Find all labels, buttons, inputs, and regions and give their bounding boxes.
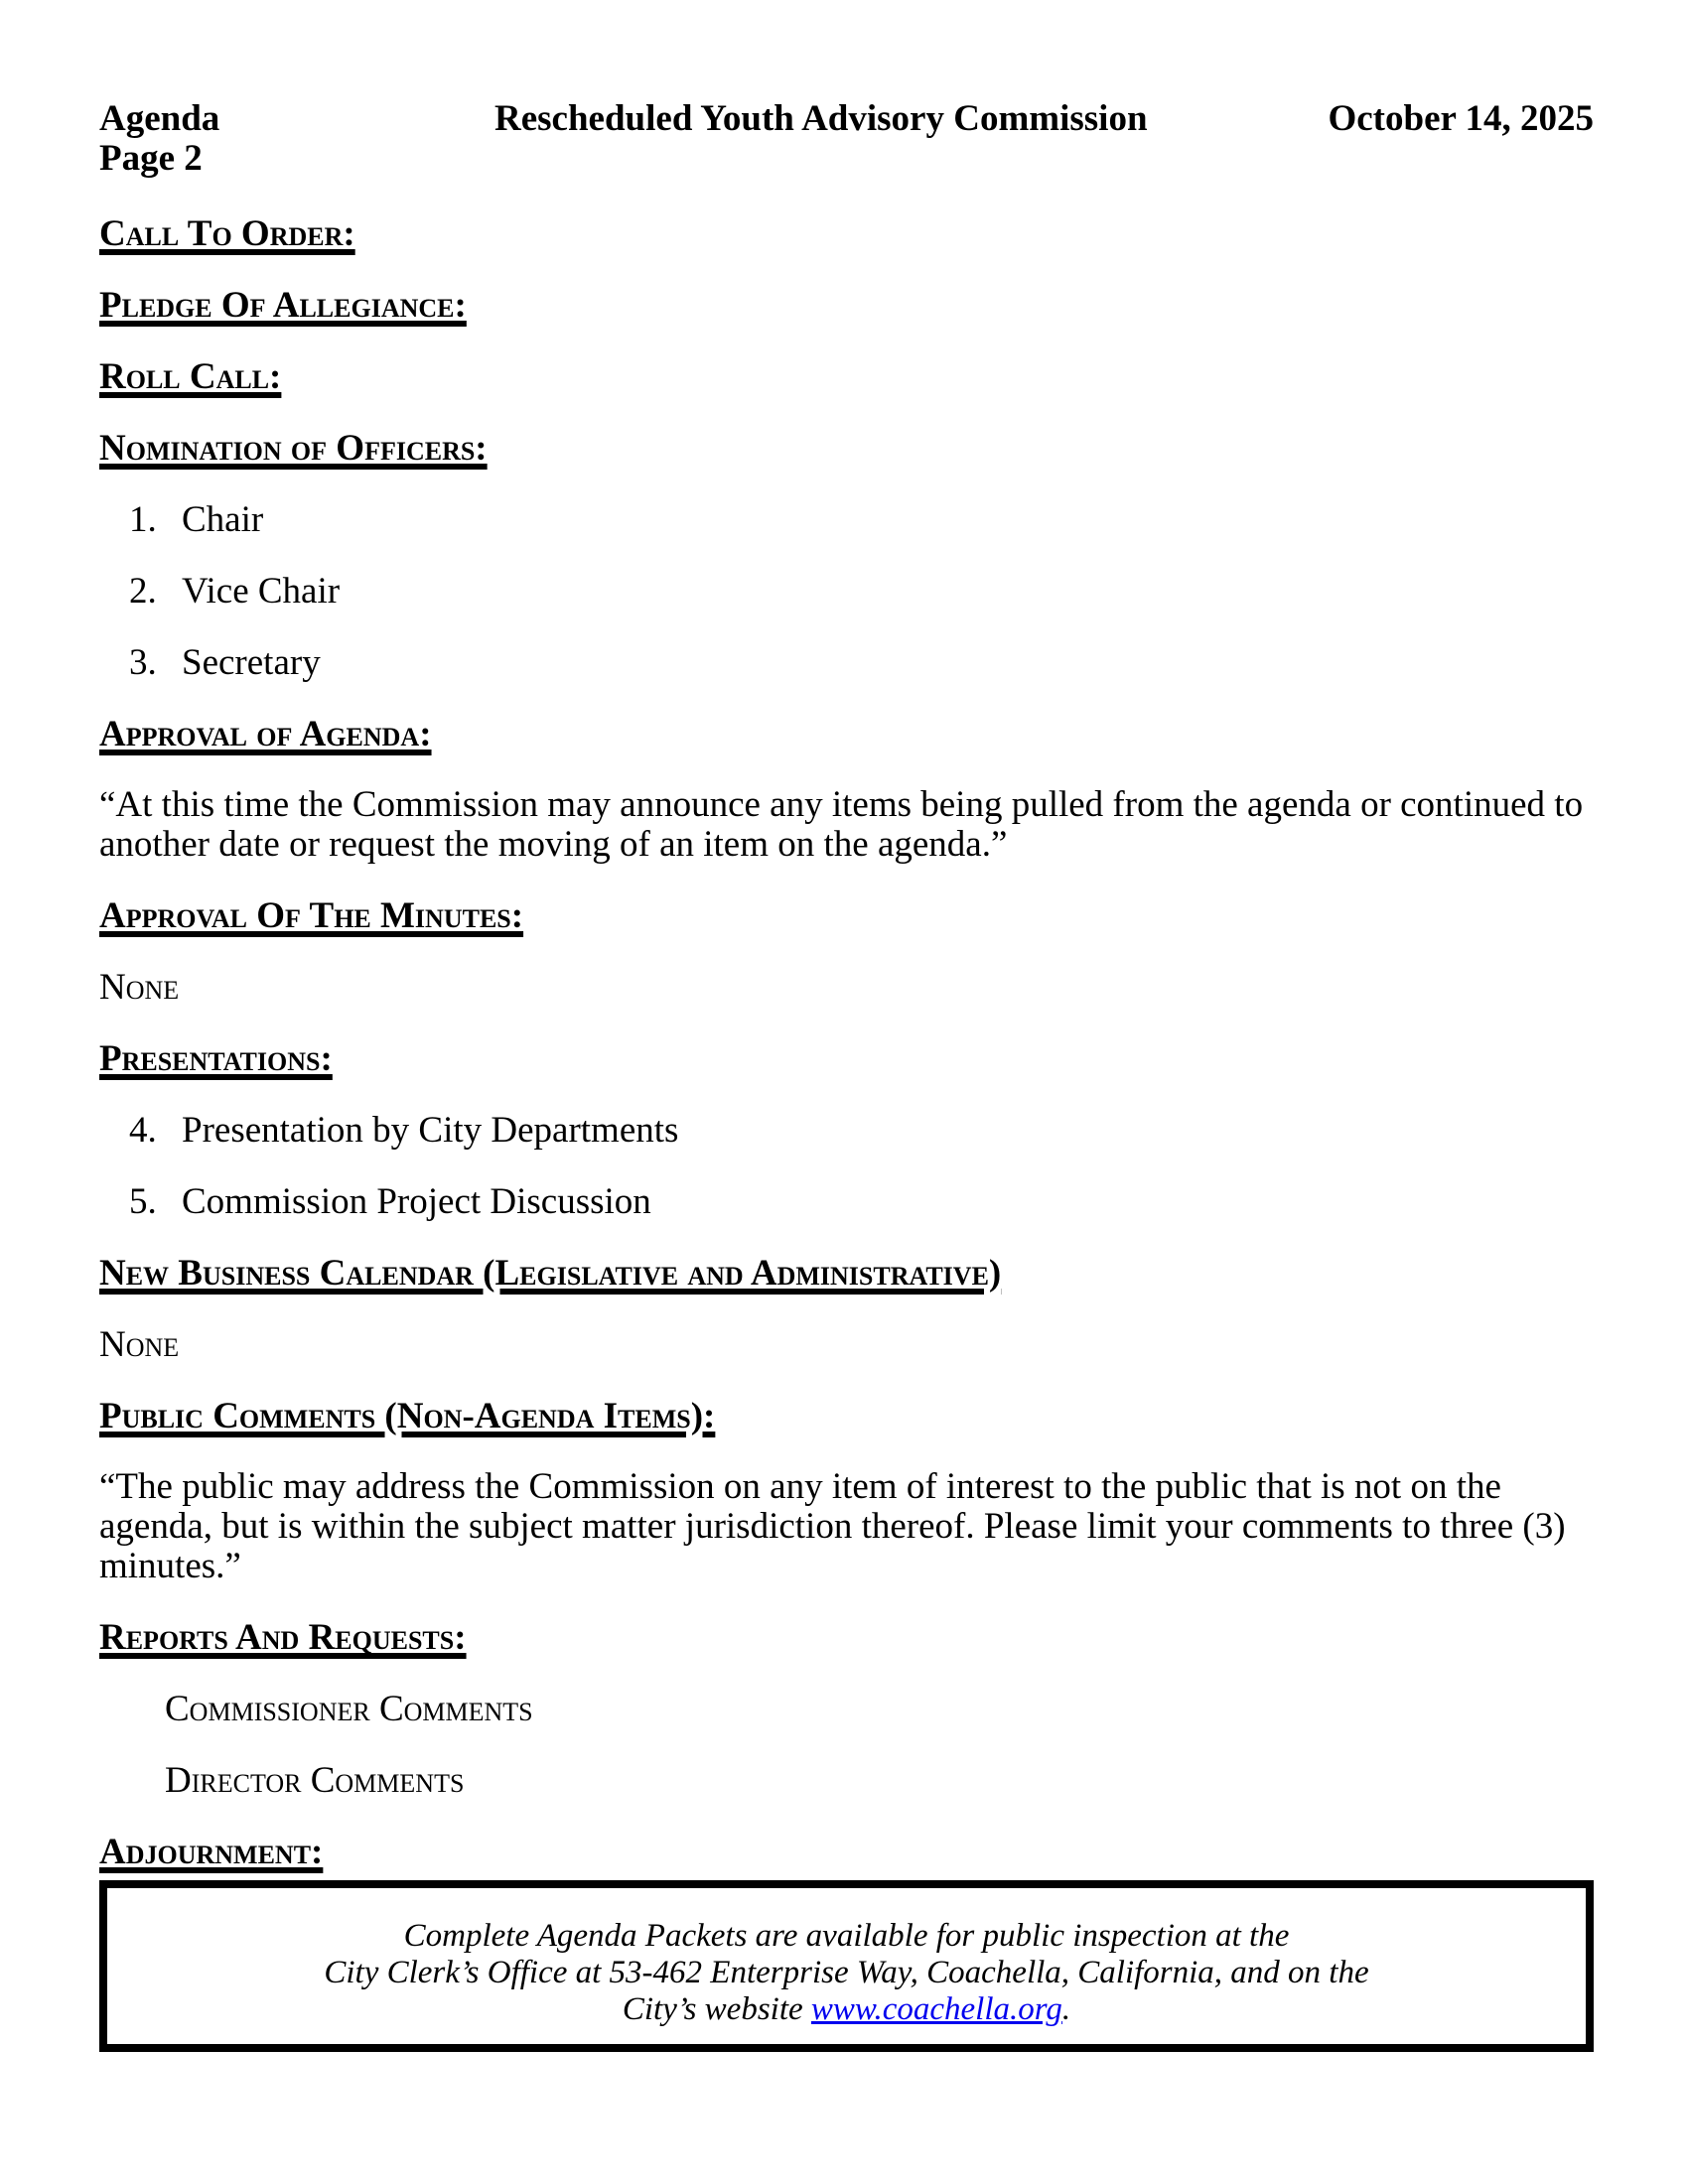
section-roll-call	[99, 356, 1594, 397]
notice-line-3-suffix: .	[1061, 1991, 1071, 2027]
header-date: October 14, 2025	[1328, 98, 1594, 139]
call-to-order-heading: Call To Order:	[99, 213, 355, 254]
section-presentations	[99, 1038, 1594, 1079]
list-item-secretary	[129, 642, 1594, 683]
notice-line-3-prefix: City’s website	[622, 1991, 811, 2027]
header-page-number: Page 2	[99, 138, 203, 179]
list-item-number: 4.	[129, 1110, 157, 1151]
approval-of-agenda-heading: Approval of Agenda:	[99, 714, 432, 754]
roll-call-heading: Roll Call:	[99, 356, 282, 397]
approval-of-agenda-text: “At this time the Commission may announce any items being pulled from the agenda or continued to another date or request the moving of an item on the agenda.”	[99, 784, 1584, 865]
list-item-number: 5.	[129, 1181, 157, 1222]
section-new-business-calendar	[99, 1253, 1594, 1294]
list-item-label: Presentation by City Departments	[182, 1110, 679, 1151]
public-inspection-notice-box	[99, 1880, 1594, 2052]
reports-and-requests-heading: Reports And Requests:	[99, 1617, 467, 1658]
notice-line-3	[127, 1991, 1566, 2028]
sub-item-director-comments: Director Comments	[165, 1760, 465, 1801]
presentations-heading: Presentations:	[99, 1038, 333, 1079]
document-header	[99, 99, 1594, 179]
public-comments-text: “The public may address the Commission on any item of interest to the public that is not on the agenda, but is within the subject matter jurisdiction thereof. Please limit your comments to three (3) minutes.”	[99, 1466, 1566, 1586]
list-item-label: Vice Chair	[182, 571, 341, 612]
section-public-comments	[99, 1396, 1594, 1436]
list-item-number: 3.	[129, 642, 157, 683]
list-item-commission-project-discussion	[129, 1181, 1594, 1222]
nomination-of-officers-heading: Nomination of Officers:	[99, 428, 488, 469]
section-reports-and-requests	[99, 1617, 1594, 1658]
new-business-none: None	[99, 1324, 180, 1365]
public-comments-heading: Public Comments (Non-Agenda Items):	[99, 1396, 716, 1436]
list-item-label: Secretary	[182, 642, 321, 683]
header-title: Rescheduled Youth Advisory Commission	[494, 98, 1148, 139]
sub-item-commissioner-comments: Commissioner Comments	[165, 1689, 533, 1729]
list-item-chair	[129, 499, 1594, 540]
header-left-block	[99, 99, 494, 179]
coachella-website-link[interactable]: www.coachella.org	[810, 1991, 1062, 2027]
notice-line-2: City Clerk’s Office at 53-462 Enterprise Way, Coachella, California, and on the	[324, 1955, 1369, 1990]
header-doc-type: Agenda	[99, 98, 220, 139]
section-approval-of-agenda	[99, 714, 1594, 754]
section-call-to-order	[99, 213, 1594, 254]
adjournment-heading: Adjournment:	[99, 1832, 324, 1872]
list-item-number: 1.	[129, 499, 157, 540]
section-nomination-of-officers	[99, 428, 1594, 469]
notice-line-1: Complete Agenda Packets are available for public inspection at the	[403, 1918, 1290, 1954]
section-pledge-of-allegiance	[99, 285, 1594, 326]
list-item-label: Chair	[182, 499, 264, 540]
section-adjournment	[99, 1832, 1594, 1872]
list-item-label: Commission Project Discussion	[182, 1181, 651, 1222]
new-business-calendar-heading: New Business Calendar (Legislative and Administrative)	[99, 1253, 1002, 1294]
section-approval-of-minutes	[99, 895, 1594, 936]
approval-of-minutes-none: None	[99, 967, 180, 1008]
list-item-presentation-city-departments	[129, 1110, 1594, 1151]
pledge-of-allegiance-heading: Pledge Of Allegiance:	[99, 285, 467, 326]
list-item-number: 2.	[129, 571, 157, 612]
list-item-vice-chair	[129, 571, 1594, 612]
approval-of-minutes-heading: Approval Of The Minutes:	[99, 895, 524, 936]
